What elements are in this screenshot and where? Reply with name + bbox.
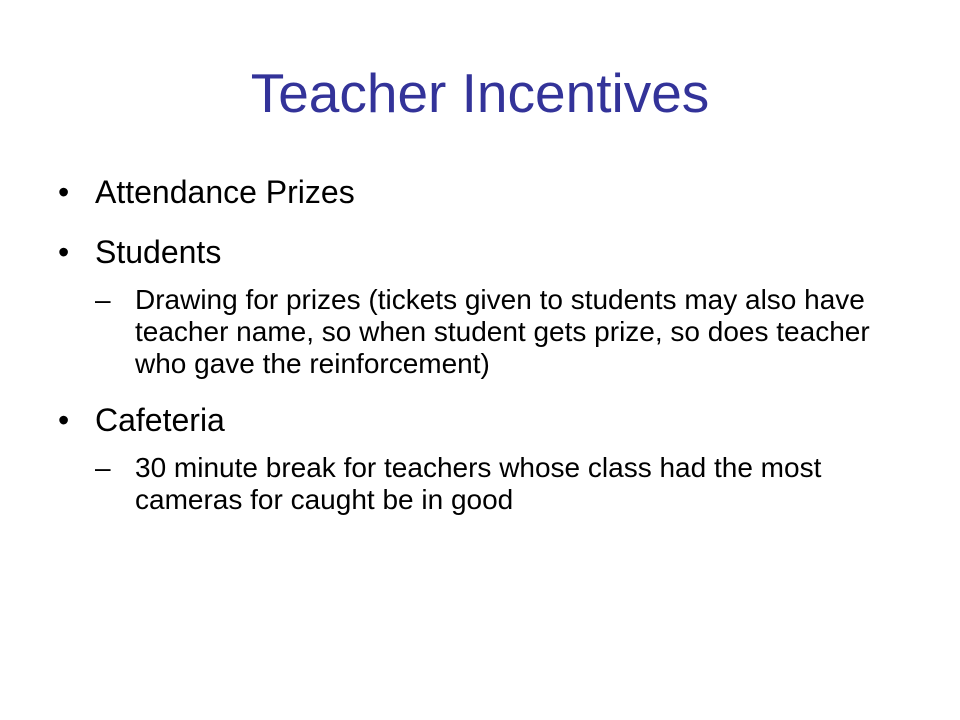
bullet-text: Attendance Prizes <box>95 174 355 210</box>
bullet-list <box>58 172 918 536</box>
sub-bullet-list <box>95 284 918 380</box>
slide-title: Teacher Incentives <box>250 62 710 124</box>
sub-bullet-marker: – <box>95 284 111 315</box>
bullet-item-cafeteria <box>58 400 918 516</box>
bullet-marker: • <box>58 174 70 210</box>
bullet-text: Cafeteria <box>95 402 225 438</box>
bullet-marker: • <box>58 234 70 270</box>
sub-bullet-text: Drawing for prizes (tickets given to students may also have teacher name, so when student gets prize, so does teacher who gave the reinforcement) <box>135 284 870 379</box>
sub-bullet-marker: – <box>95 452 111 483</box>
bullet-item-students <box>58 232 918 380</box>
sub-bullet-text: 30 minute break for teachers whose class had the most cameras for caught be in good <box>135 452 822 515</box>
sub-bullet-list <box>95 452 918 516</box>
bullet-item-attendance-prizes <box>58 172 918 212</box>
bullet-text: Students <box>95 234 222 270</box>
bullet-marker: • <box>58 402 70 438</box>
sub-bullet-item <box>95 452 918 516</box>
sub-bullet-item <box>95 284 918 380</box>
